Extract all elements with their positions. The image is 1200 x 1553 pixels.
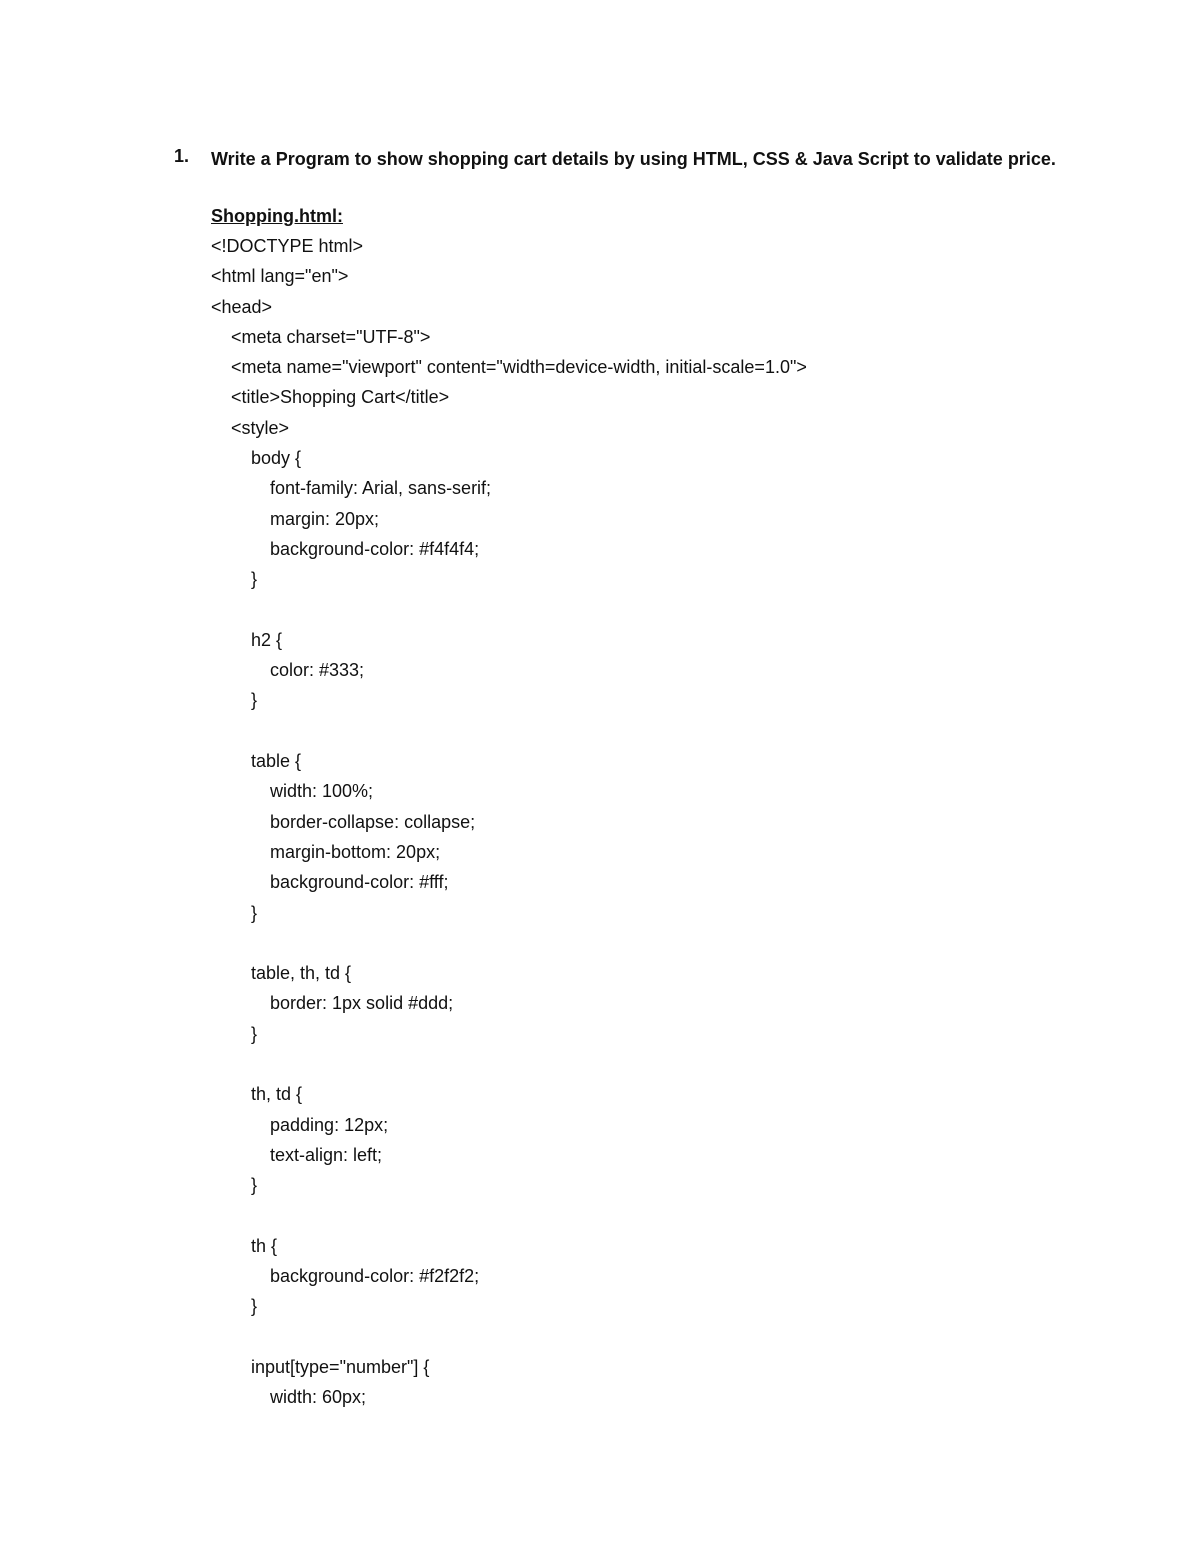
code-line: <html lang="en"> xyxy=(211,266,349,287)
code-line: } xyxy=(251,1296,258,1317)
question-text: Write a Program to show shopping cart details by using HTML, CSS & Java Script to validate price. xyxy=(211,149,1056,169)
code-line: } xyxy=(251,1175,258,1196)
code-line: <head> xyxy=(211,296,273,317)
code-blank-line xyxy=(211,598,807,628)
code-line: width: 60px; xyxy=(270,1387,367,1408)
code-line: margin-bottom: 20px; xyxy=(270,841,441,862)
code-blank-line xyxy=(211,1325,807,1355)
code-blank-line xyxy=(211,1204,807,1234)
code-line: color: #333; xyxy=(270,660,365,681)
code-blank-line xyxy=(211,931,807,961)
code-line: font-family: Arial, sans-serif; xyxy=(270,478,492,499)
code-line: } xyxy=(251,902,258,923)
code-line: body { xyxy=(251,448,302,469)
code-line: } xyxy=(251,690,258,711)
code-line: background-color: #fff; xyxy=(270,872,449,893)
code-line: border: 1px solid #ddd; xyxy=(270,993,454,1014)
code-blank-line xyxy=(211,1052,807,1082)
code-line: th, td { xyxy=(251,1084,303,1105)
code-listing xyxy=(211,234,807,1416)
code-line: } xyxy=(251,569,258,590)
code-line: table { xyxy=(251,751,302,772)
code-blank-line xyxy=(211,719,807,749)
code-line: input[type="number"] { xyxy=(251,1356,430,1377)
file-label: Shopping.html: xyxy=(211,206,343,226)
code-line: } xyxy=(251,1023,258,1044)
code-line: width: 100%; xyxy=(270,781,374,802)
code-line: text-align: left; xyxy=(270,1144,383,1165)
code-line: background-color: #f2f2f2; xyxy=(270,1266,480,1287)
question-number: 1. xyxy=(174,146,190,166)
code-line: table, th, td { xyxy=(251,963,352,984)
code-line: <meta name="viewport" content="width=device-width, initial-scale=1.0"> xyxy=(231,357,807,378)
code-line: background-color: #f4f4f4; xyxy=(270,538,480,559)
code-line: margin: 20px; xyxy=(270,508,380,529)
code-line: border-collapse: collapse; xyxy=(270,811,476,832)
code-line: th { xyxy=(251,1235,278,1256)
code-line: <title>Shopping Cart</title> xyxy=(231,387,450,408)
code-line: <meta charset="UTF-8"> xyxy=(231,326,431,347)
code-line: <style> xyxy=(231,417,290,438)
code-line: padding: 12px; xyxy=(270,1114,389,1135)
code-line: <!DOCTYPE html> xyxy=(211,236,364,256)
code-line: h2 { xyxy=(251,629,283,650)
